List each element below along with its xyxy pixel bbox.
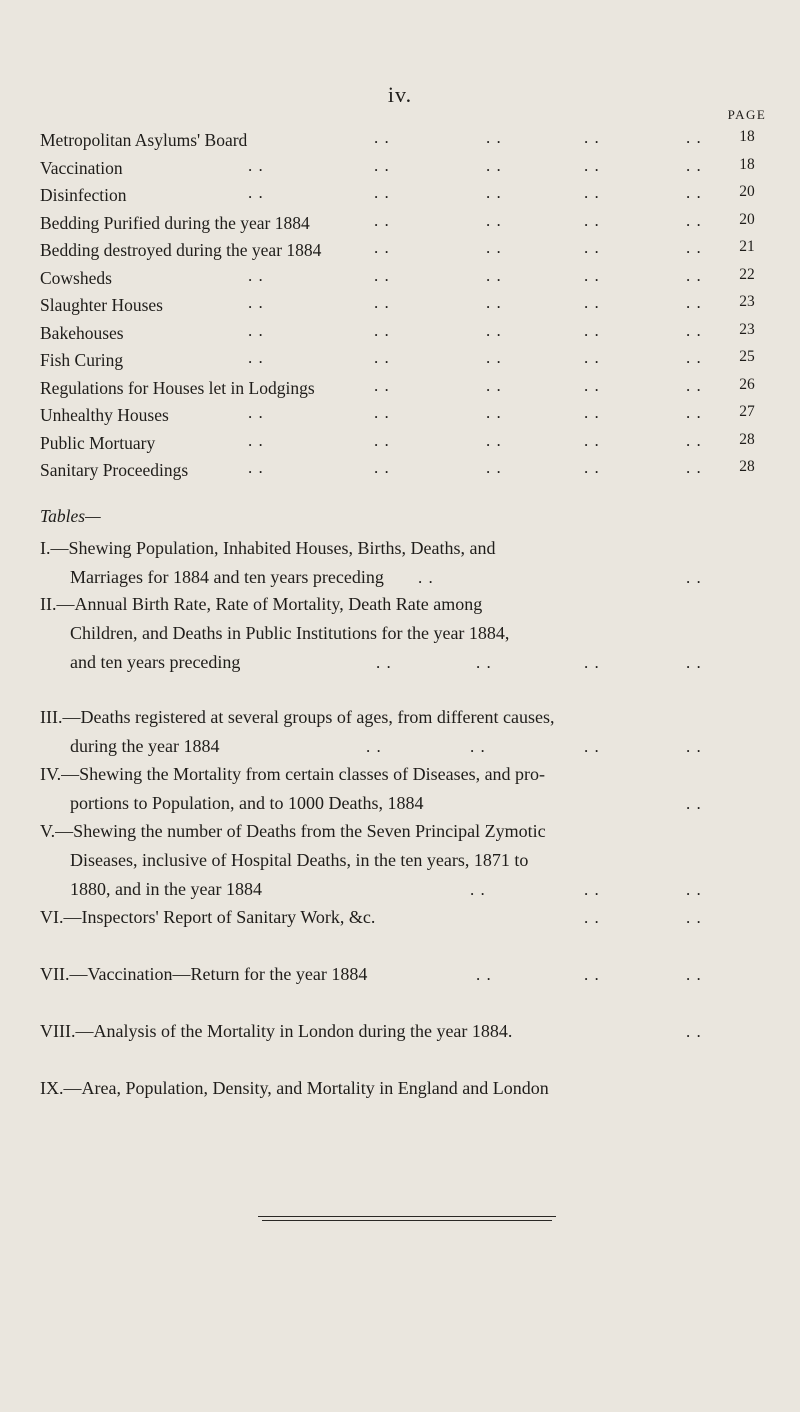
dot-leader: . . <box>584 880 600 899</box>
dot-leader: . . <box>686 737 702 756</box>
dot-leader: . . <box>374 183 390 202</box>
dot-leader: . . <box>470 880 486 899</box>
dot-leader: . . <box>476 653 492 672</box>
dot-leader: . . <box>686 155 702 175</box>
contents-label: Bedding Purified during the year 1884 <box>40 212 310 233</box>
table-entry-title: V.—Shewing the number of Deaths from the Seven Principal Zymotic <box>40 821 546 841</box>
table-entry-title: I.—Shewing Population, Inhabited Houses, Births, Deaths, and <box>40 538 496 558</box>
contents-row <box>0 348 800 376</box>
table-entry-continuation: Marriages for 1884 and ten years preceding <box>70 567 384 587</box>
contents-label: Regulations for Houses let in Lodgings <box>40 377 315 398</box>
table-entry-title: III.—Deaths registered at several groups of ages, from different causes, <box>40 707 555 727</box>
table-entry-continuation: during the year 1884 <box>70 736 220 756</box>
dot-leader: . . <box>686 403 702 422</box>
dot-leader: . . <box>486 183 502 202</box>
contents-row <box>0 238 800 266</box>
dot-leader: . . <box>486 155 502 175</box>
dot-leader: . . <box>248 430 264 450</box>
contents-row <box>0 128 800 156</box>
dot-leader: . . <box>584 320 600 340</box>
page-column-header: PAGE <box>727 107 767 122</box>
dot-leader: . . <box>486 265 502 285</box>
dot-leader: . . <box>584 155 600 175</box>
tables-heading: Tables— <box>40 506 101 526</box>
contents-page-number: 28 <box>739 430 755 448</box>
dot-leader: . . <box>374 375 390 395</box>
table-entry-continuation: and ten years preceding <box>70 652 241 672</box>
dot-leader: . . <box>374 430 390 450</box>
contents-page-number: 23 <box>739 320 755 338</box>
dot-leader: . . <box>584 965 600 984</box>
dot-leader: . . <box>584 737 600 756</box>
dot-leader: . . <box>476 965 492 984</box>
dot-leader: . . <box>486 403 502 422</box>
contents-label: Bakehouses <box>40 322 124 343</box>
contents-page-number: 26 <box>739 375 755 393</box>
dot-leader: . . <box>486 458 502 477</box>
contents-list <box>0 128 800 486</box>
table-entry-title: IX.—Area, Population, Density, and Mortality in England and London <box>40 1078 549 1098</box>
dot-leader: . . <box>248 183 264 202</box>
dot-leader: . . <box>486 430 502 450</box>
dot-leader: . . <box>418 568 434 587</box>
dot-leader: . . <box>374 238 390 257</box>
dot-leader: . . <box>686 293 702 312</box>
dot-leader: . . <box>584 430 600 450</box>
dot-leader: . . <box>686 1022 702 1041</box>
contents-page-number: 18 <box>739 128 755 145</box>
dot-leader: . . <box>686 183 702 202</box>
dot-leader: . . <box>248 320 264 340</box>
contents-label: Public Mortuary <box>40 432 156 453</box>
dot-leader: . . <box>470 737 486 756</box>
contents-page-number: 18 <box>739 155 755 173</box>
dot-leader: . . <box>248 155 264 175</box>
contents-label: Disinfection <box>40 185 127 205</box>
dot-leader: . . <box>686 653 702 672</box>
table-entry-title: VIII.—Analysis of the Mortality in London during the year 1884. <box>40 1021 513 1041</box>
dot-leader: . . <box>486 320 502 340</box>
dot-leader: . . <box>584 293 600 312</box>
contents-page-number: 21 <box>739 238 755 255</box>
dot-leader: . . <box>686 908 702 927</box>
dot-leader: . . <box>686 965 702 984</box>
contents-row <box>0 156 800 184</box>
contents-page-number: 27 <box>739 403 755 420</box>
contents-row <box>0 266 800 294</box>
dot-leader: . . <box>248 348 264 367</box>
contents-page-number: 28 <box>739 458 755 475</box>
contents-row <box>0 183 800 211</box>
dot-leader: . . <box>584 348 600 367</box>
contents-page-number: 25 <box>739 348 755 365</box>
table-entry-continuation: Children, and Deaths in Public Institutions for the year 1884, <box>70 623 510 643</box>
dot-leader: . . <box>686 375 702 395</box>
dot-leader: . . <box>374 128 390 147</box>
contents-label: Unhealthy Houses <box>40 405 169 425</box>
dot-leader: . . <box>486 293 502 312</box>
dot-leader: . . <box>584 403 600 422</box>
contents-row <box>0 211 800 239</box>
dot-leader: . . <box>374 210 390 230</box>
contents-label: Cowsheds <box>40 267 112 288</box>
dot-leader: . . <box>686 348 702 367</box>
dot-leader: . . <box>374 320 390 340</box>
contents-label: Sanitary Proceedings <box>40 460 189 480</box>
contents-page-number: 20 <box>739 183 755 200</box>
contents-row <box>0 293 800 321</box>
contents-label: Vaccination <box>40 157 123 178</box>
dot-leader: . . <box>366 737 382 756</box>
dot-leader: . . <box>376 653 392 672</box>
dot-leader: . . <box>374 348 390 367</box>
dot-leader: . . <box>486 210 502 230</box>
dot-leader: . . <box>584 375 600 395</box>
dot-leader: . . <box>584 265 600 285</box>
dot-leader: . . <box>686 265 702 285</box>
page-folio: iv. <box>387 82 413 107</box>
dot-leader: . . <box>248 403 264 422</box>
contents-page-number: 20 <box>739 210 755 228</box>
table-entry-continuation: 1880, and in the year 1884 <box>70 879 262 899</box>
dot-leader: . . <box>686 430 702 450</box>
dot-leader: . . <box>686 320 702 340</box>
closing-rule <box>258 1216 556 1217</box>
dot-leader: . . <box>584 238 600 257</box>
contents-row <box>0 431 800 459</box>
dot-leader: . . <box>686 794 702 813</box>
dot-leader: . . <box>248 265 264 285</box>
contents-label: Slaughter Houses <box>40 295 163 315</box>
dot-leader: . . <box>686 568 702 587</box>
dot-leader: . . <box>686 880 702 899</box>
table-entry-continuation: Diseases, inclusive of Hospital Deaths, in the ten years, 1871 to <box>70 850 529 870</box>
table-entry-title: IV.—Shewing the Mortality from certain classes of Diseases, and pro- <box>40 764 546 784</box>
dot-leader: . . <box>374 458 390 477</box>
dot-leader: . . <box>584 458 600 477</box>
dot-leader: . . <box>374 293 390 312</box>
dot-leader: . . <box>686 238 702 257</box>
dot-leader: . . <box>248 293 264 312</box>
contents-label: Fish Curing <box>40 350 124 370</box>
contents-label: Bedding destroyed during the year 1884 <box>40 240 322 260</box>
dot-leader: . . <box>486 128 502 147</box>
dot-leader: . . <box>584 908 600 927</box>
dot-leader: . . <box>486 348 502 367</box>
dot-leader: . . <box>248 458 264 477</box>
table-entry-title: II.—Annual Birth Rate, Rate of Mortality, Death Rate among <box>40 594 483 614</box>
contents-row <box>0 376 800 404</box>
contents-page-number: 22 <box>739 265 755 283</box>
dot-leader: . . <box>584 210 600 230</box>
dot-leader: . . <box>374 155 390 175</box>
contents-page-number: 23 <box>739 293 755 310</box>
contents-row <box>0 321 800 349</box>
dot-leader: . . <box>374 403 390 422</box>
contents-label: Metropolitan Asylums' Board <box>40 130 248 150</box>
table-entry-title: VII.—Vaccination—Return for the year 1884 <box>40 964 368 984</box>
dot-leader: . . <box>584 183 600 202</box>
dot-leader: . . <box>686 458 702 477</box>
dot-leader: . . <box>486 375 502 395</box>
closing-rule-thin <box>262 1220 552 1221</box>
contents-row <box>0 403 800 431</box>
dot-leader: . . <box>686 210 702 230</box>
dot-leader: . . <box>486 238 502 257</box>
dot-leader: . . <box>584 653 600 672</box>
dot-leader: . . <box>374 265 390 285</box>
contents-row <box>0 458 800 486</box>
dot-leader: . . <box>686 128 702 147</box>
table-entry-continuation: portions to Population, and to 1000 Deaths, 1884 <box>70 793 424 813</box>
dot-leader: . . <box>584 128 600 147</box>
table-entry-title: VI.—Inspectors' Report of Sanitary Work, &c. <box>40 907 376 927</box>
